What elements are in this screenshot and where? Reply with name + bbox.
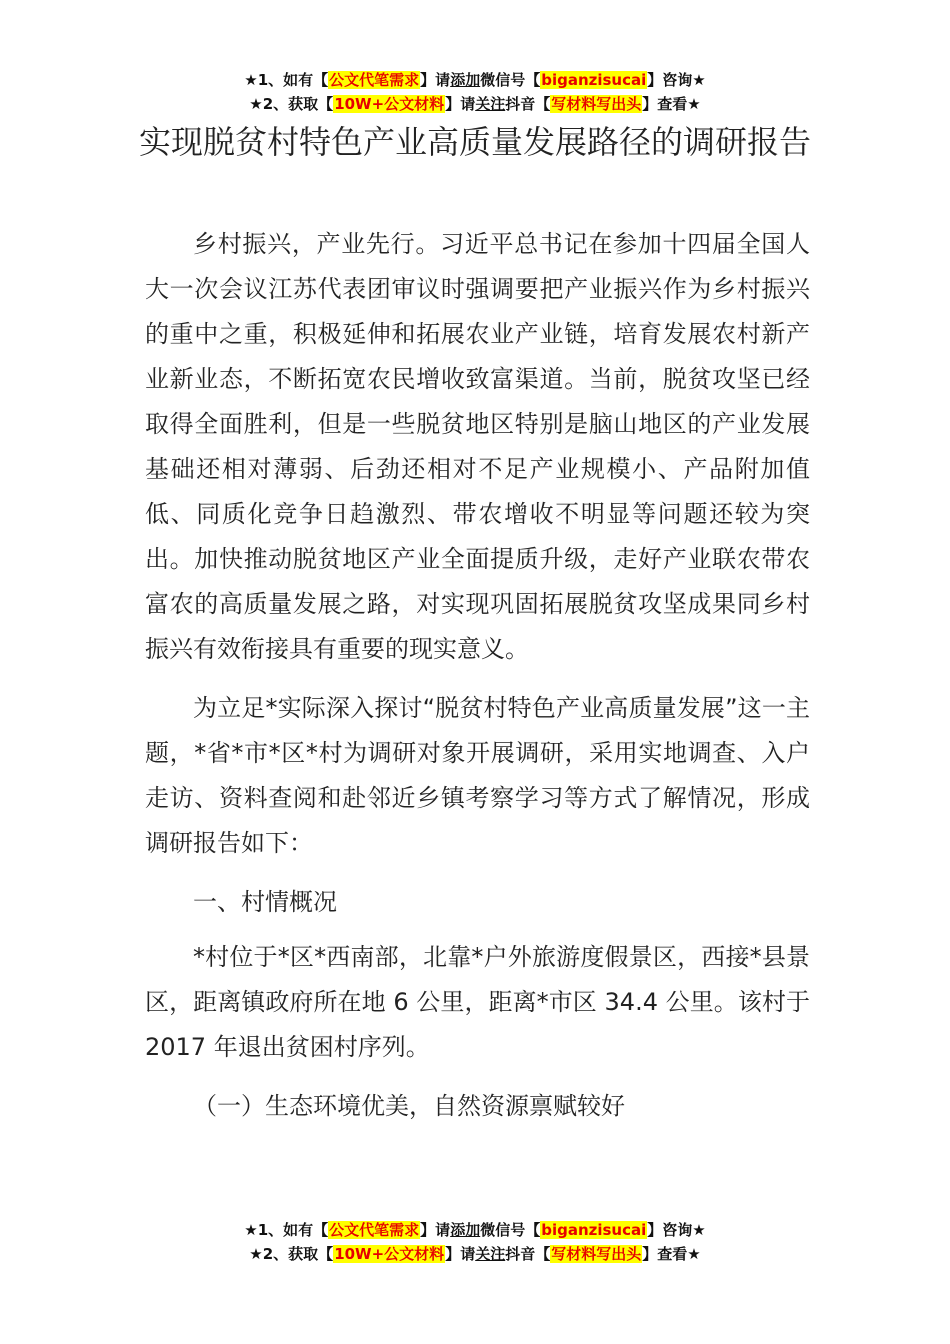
promo-text: ★2、获取【 — [249, 1245, 334, 1263]
promo-line-2 — [0, 1242, 950, 1266]
promo-line-1 — [0, 1218, 950, 1242]
promo-highlight: 公文代笔需求 — [329, 1221, 420, 1239]
promo-text: 抖音【 — [505, 1245, 551, 1263]
promo-highlight: biganzisucai — [541, 1221, 647, 1239]
promo-banner-bottom — [0, 1218, 950, 1266]
section-paragraph: *村位于*区*西南部，北靠*户外旅游度假景区，西接*县景区，距离镇政府所在地 6 公里，距离*市区 34.4 公里。该村于 2017 年退出贫困村序列。 — [145, 943, 810, 1061]
promo-highlight: 写材料写出头 — [551, 1245, 642, 1263]
promo-text: 微信号【 — [480, 71, 541, 89]
document-title: 实现脱贫村特色产业高质量发展路径的调研报告 — [138, 123, 811, 161]
promo-highlight: 公文代笔需求 — [329, 71, 420, 89]
purpose-paragraph: 为立足*实际深入探讨“脱贫村特色产业高质量发展”这一主题，*省*市*区*村为调研对象开展调研，采用实地调查、入户走访、资料查阅和赴邻近乡镇考察学习等方式了解情况，形成调研报告如下： — [145, 694, 810, 857]
promo-line-2 — [0, 92, 950, 116]
promo-highlight: biganzisucai — [541, 71, 647, 89]
promo-banner-top — [0, 68, 950, 116]
promo-text: 】咨询★ — [647, 71, 706, 89]
promo-text: 】请 — [420, 71, 451, 89]
promo-text: 】查看★ — [642, 95, 701, 113]
promo-text: 微信号【 — [480, 1221, 541, 1239]
promo-text: 】请 — [420, 1221, 451, 1239]
promo-emphasis: 添加 — [450, 1221, 481, 1239]
promo-text: 】咨询★ — [647, 1221, 706, 1239]
promo-text: 】查看★ — [642, 1245, 701, 1263]
promo-line-1 — [0, 68, 950, 92]
promo-highlight: 写材料写出头 — [551, 95, 642, 113]
promo-text: ★1、如有【 — [244, 1221, 329, 1239]
promo-highlight: 10W+公文材料 — [334, 95, 445, 113]
subsection-heading: （一）生态环境优美，自然资源禀赋较好 — [193, 1092, 625, 1120]
promo-text: 】请 — [445, 95, 476, 113]
promo-emphasis: 添加 — [450, 71, 481, 89]
promo-emphasis: 关注 — [475, 1245, 506, 1263]
promo-highlight: 10W+公文材料 — [334, 1245, 445, 1263]
promo-emphasis: 关注 — [475, 95, 506, 113]
promo-text: ★1、如有【 — [244, 71, 329, 89]
promo-text: 抖音【 — [505, 95, 551, 113]
section-heading: 一、村情概况 — [193, 888, 337, 916]
intro-paragraph: 乡村振兴，产业先行。习近平总书记在参加十四届全国人大一次会议江苏代表团审议时强调要把产业振兴作为乡村振兴的重中之重，积极延伸和拓展农业产业链，培育发展农村新产业新业态，不断拓宽农民增收致富渠道。当前，脱贫攻坚已经取得全面胜利，但是一些脱贫地区特别是脑山地区的产业发展基础还相对薄弱、后劲还相对不足产业规模小、产品附加值低、同质化竞争日趋激烈、带农增收不明显等问题还较为突出。加快推动脱贫地区产业全面提质升级，走好产业联农带农富农的高质量发展之路，对实现巩固拓展脱贫攻坚成果同乡村振兴有效衔接具有重要的现实意义。 — [145, 230, 810, 663]
promo-text: ★2、获取【 — [249, 95, 334, 113]
promo-text: 】请 — [445, 1245, 476, 1263]
document-body — [145, 222, 810, 1139]
